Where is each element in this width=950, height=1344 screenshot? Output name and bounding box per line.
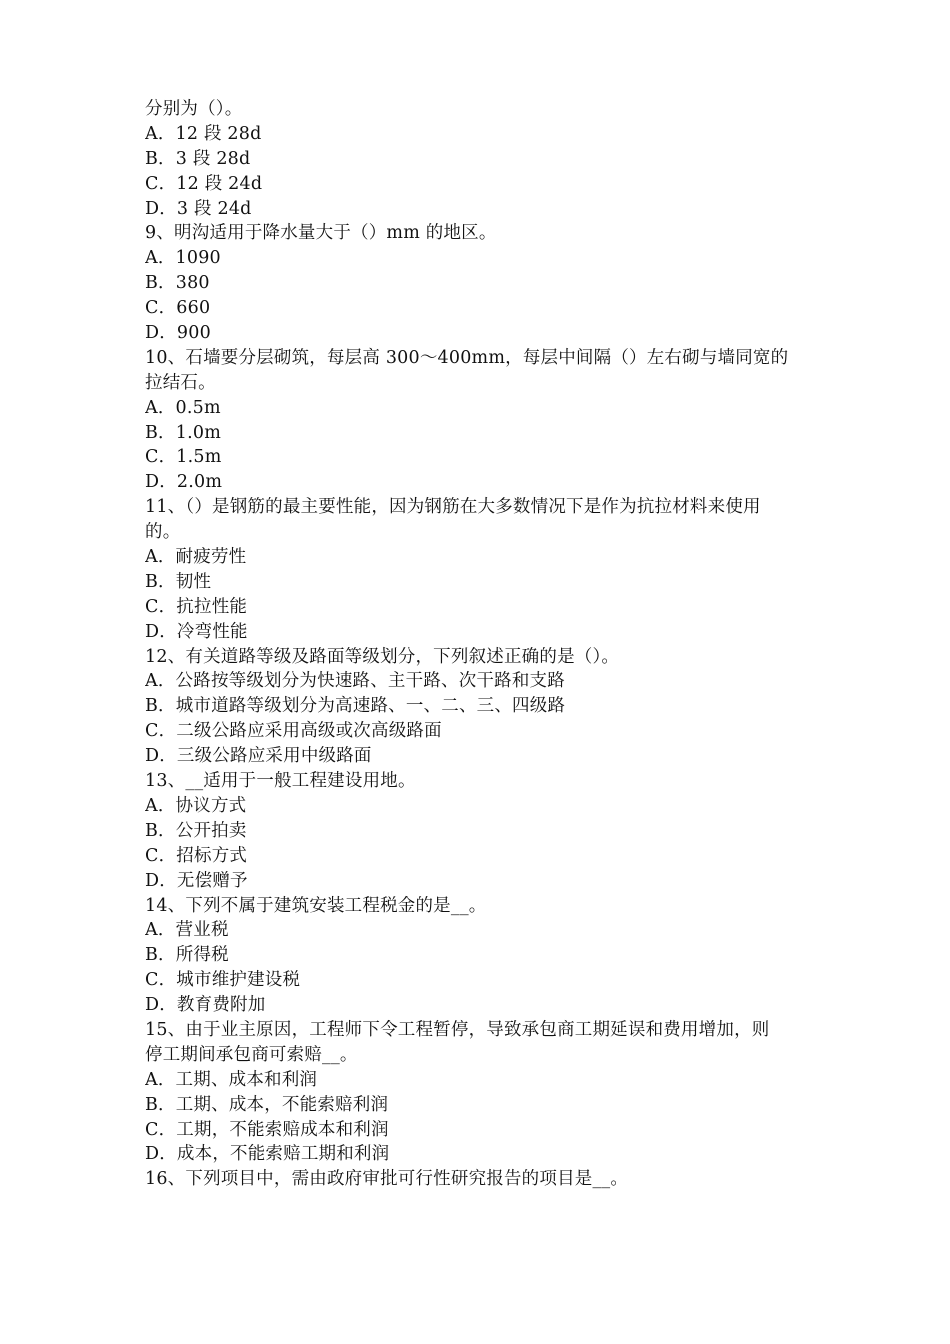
option-line: A．公路按等级划分为快速路、主干路、次干路和支路 — [145, 671, 565, 692]
option-line: C．招标方式 — [145, 845, 248, 866]
question-10-stem-continuation: 拉结石。 — [145, 372, 216, 393]
question-13-stem: 13、__适用于一般工程建设用地。 — [145, 771, 416, 792]
option-line: B．1.0m — [145, 422, 221, 443]
option-line: A．0.5m — [145, 397, 221, 418]
question-10-stem: 10、石墙要分层砌筑，每层高 300～400mm，每层中间隔（）左右砌与墙同宽的 — [145, 347, 789, 368]
question-15-stem-continuation: 停工期间承包商可索赔__。 — [145, 1044, 358, 1065]
question-11-stem-continuation: 的。 — [145, 522, 181, 543]
option-line: C．1.5m — [145, 447, 222, 468]
option-line: B．所得税 — [145, 945, 229, 966]
option-line: D．成本，不能索赔工期和利润 — [145, 1144, 390, 1165]
option-line: D．冷弯性能 — [145, 621, 248, 642]
option-line: A．协议方式 — [145, 795, 247, 816]
option-line: D．3 段 24d — [145, 198, 252, 219]
option-line: D．900 — [145, 323, 211, 344]
question-12-stem: 12、有关道路等级及路面等级划分，下列叙述正确的是（）。 — [145, 646, 620, 667]
option-line: B．公开拍卖 — [145, 820, 247, 841]
option-line: A．营业税 — [145, 920, 229, 941]
option-line: C．城市维护建设税 — [145, 970, 301, 991]
option-line: D．教育费附加 — [145, 995, 266, 1016]
question-8-stem-continuation: 分别为（）。 — [145, 99, 243, 119]
option-line: A．耐疲劳性 — [145, 547, 247, 568]
option-line: D．三级公路应采用中级路面 — [145, 746, 372, 767]
question-11-stem: 11、（）是钢筋的最主要性能，因为钢筋在大多数情况下是作为抗拉材料来使用 — [145, 497, 761, 518]
option-line: C．12 段 24d — [145, 173, 263, 194]
option-line: B．城市道路等级划分为高速路、一、二、三、四级路 — [145, 696, 566, 717]
option-line: D．2.0m — [145, 472, 223, 493]
option-line: B．380 — [145, 273, 210, 294]
option-line: A．工期、成本和利润 — [145, 1069, 318, 1090]
option-line: C．工期，不能索赔成本和利润 — [145, 1119, 389, 1140]
option-line: B．3 段 28d — [145, 148, 251, 169]
option-line: A．12 段 28d — [145, 123, 262, 144]
option-line: A．1090 — [145, 248, 221, 269]
question-14-stem: 14、下列不属于建筑安装工程税金的是__。 — [145, 895, 487, 916]
option-line: B．韧性 — [145, 571, 212, 592]
option-line: B．工期、成本，不能索赔利润 — [145, 1094, 389, 1115]
question-16-stem: 16、下列项目中，需由政府审批可行性研究报告的项目是__。 — [145, 1169, 629, 1190]
question-15-stem: 15、由于业主原因，工程师下令工程暂停，导致承包商工期延误和费用增加，则 — [145, 1019, 770, 1040]
option-line: D．无偿赠予 — [145, 870, 248, 891]
document-body — [145, 97, 820, 1192]
option-line: C．二级公路应采用高级或次高级路面 — [145, 721, 442, 742]
question-9-stem: 9、明沟适用于降水量大于（）mm 的地区。 — [145, 223, 497, 244]
option-line: C．抗拉性能 — [145, 596, 248, 617]
option-line: C．660 — [145, 298, 211, 319]
